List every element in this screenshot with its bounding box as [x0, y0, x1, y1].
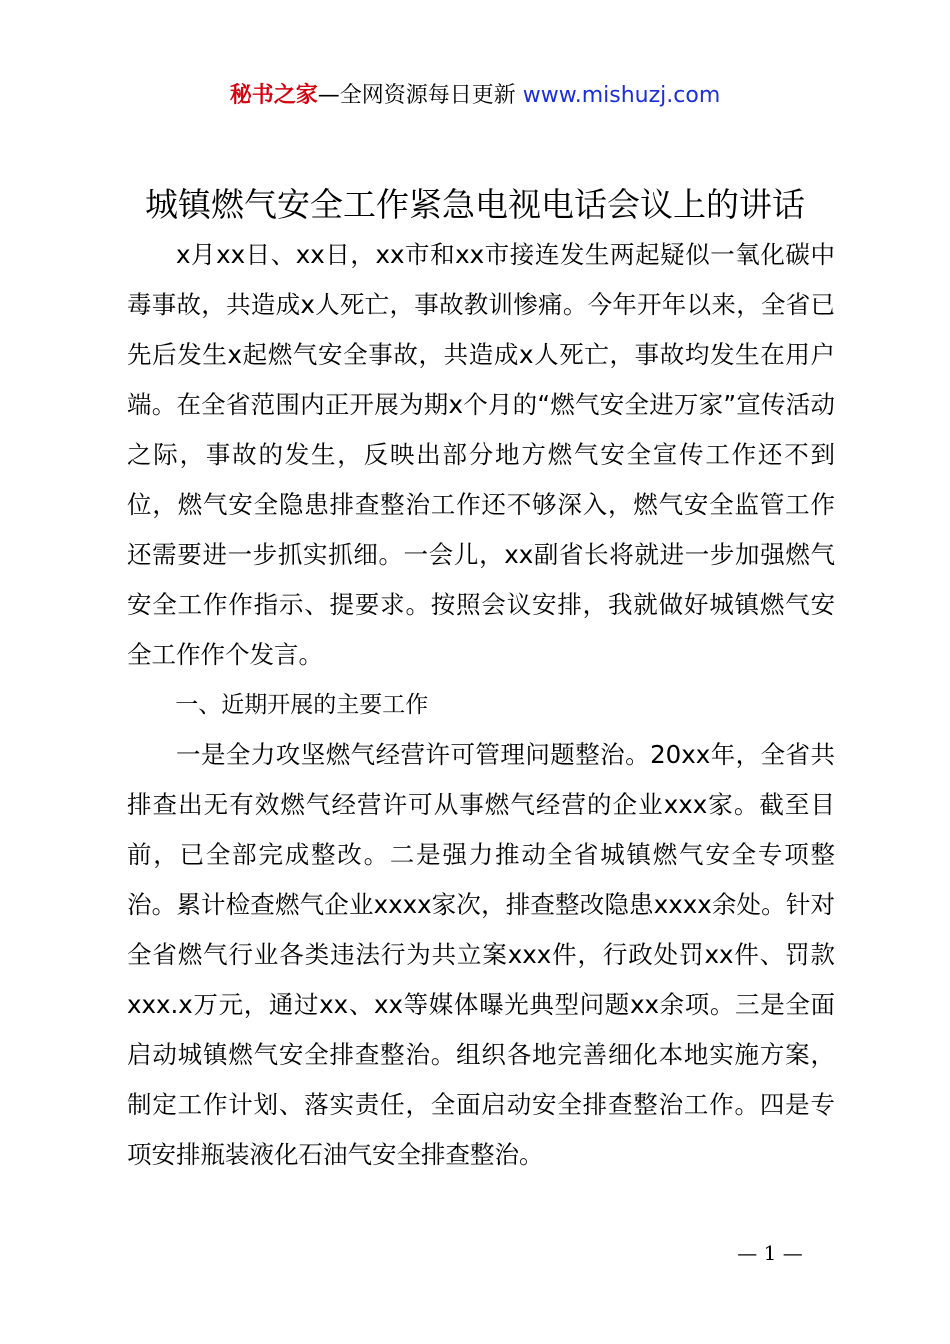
section-heading: 一、近期开展的主要工作: [175, 692, 429, 718]
site-url-link[interactable]: www.mishuzj.com: [522, 83, 721, 108]
brand-name: 秘书之家: [229, 83, 318, 108]
banner-tagline: —全网资源每日更新: [317, 83, 523, 108]
document-body: [127, 230, 835, 1180]
page-number: — 1 —: [737, 1241, 803, 1265]
site-banner: [0, 80, 950, 112]
paragraph-intro: x月xx日、xx日，xx市和xx市接连发生两起疑似一氧化碳中毒事故，共造成x人死亡，事故教训惨痛。今年开年以来，全省已先后发生x起燃气安全事故，共造成x人死亡，事故均发生在用户端。在全省范围内正开展为期x个月的“燃气安全进万家”宣传活动之际，事故的发生，反映出部分地方燃气安全宣传工作还不到位，燃气安全隐患排查整治工作还不够深入，燃气安全监管工作还需要进一步抓实抓细。一会儿，xx副省长将就进一步加强燃气安全工作作指示、提要求。按照会议安排，我就做好城镇燃气安全工作作个发言。: [127, 240, 835, 669]
document-title: 城镇燃气安全工作紧急电视电话会议上的讲话: [145, 185, 805, 224]
paragraph-work-summary: 一是全力攻坚燃气经营许可管理问题整治。20xx年，全省共排查出无有效燃气经营许可从事燃气经营的企业xxx家。截至目前，已全部完成整改。二是强力推动全省城镇燃气安全专项整治。累计检查燃气企业xxxx家次，排查整改隐患xxxx余处。针对全省燃气行业各类违法行为共立案xxx件，行政处罚xx件、罚款xxx.x万元，通过xx、xx等媒体曝光典型问题xx余项。三是全面启动城镇燃气安全排查整治。组织各地完善细化本地实施方案，制定工作计划、落实责任，全面启动安全排查整治工作。四是专项安排瓶装液化石油气安全排查整治。: [127, 740, 835, 1169]
